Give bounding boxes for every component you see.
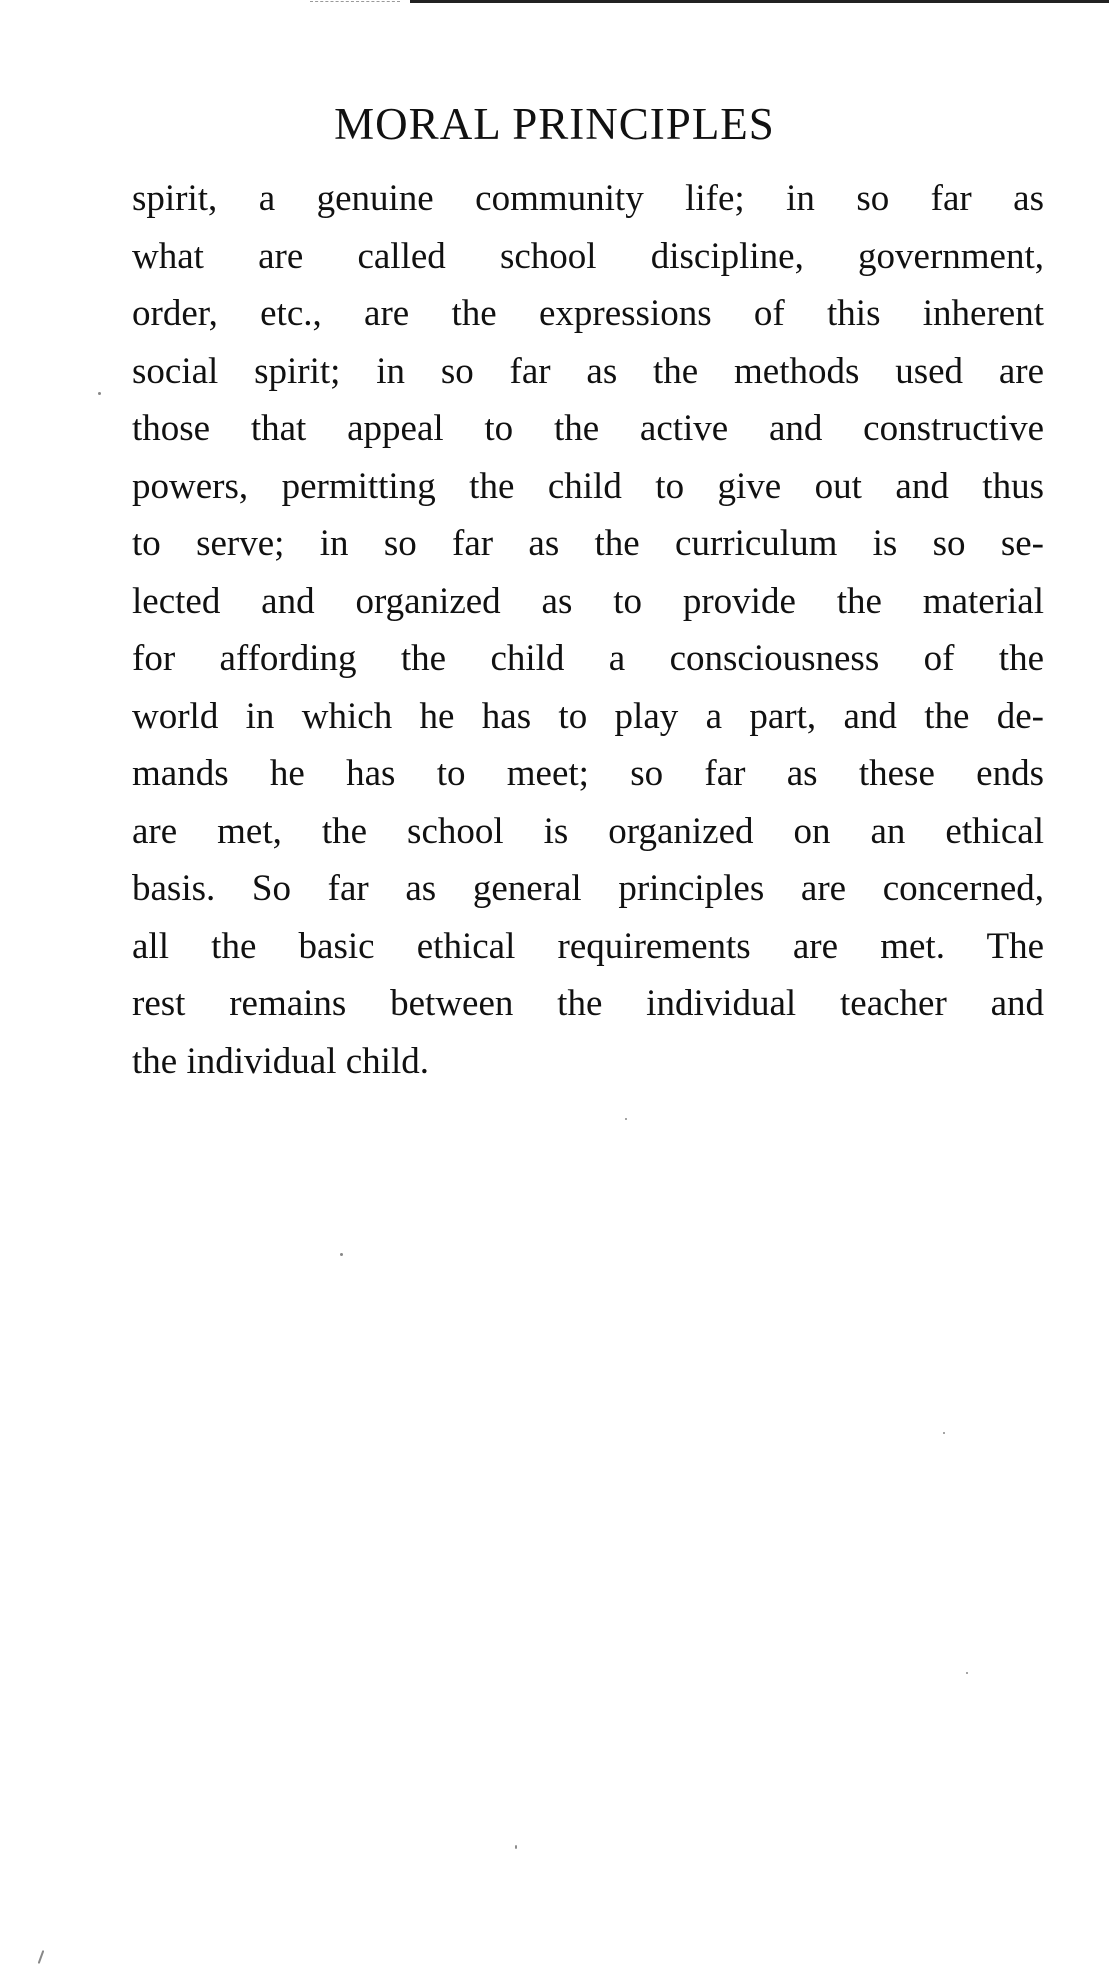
text-line: spirit, a genuine community life; in so far as [132, 178, 1044, 219]
text-line: lected and organized as to provide the material [132, 580, 1044, 622]
running-head: MORAL PRINCIPLES [334, 99, 775, 149]
text-line: social spirit; in so far as the methods used are [132, 350, 1044, 392]
text-line: to serve; in so far as the curriculum is so se- [132, 523, 1044, 564]
text-line: world in which he has to play a part, and the de- [132, 695, 1044, 737]
text-line: those that appeal to the active and constructive [132, 408, 1044, 449]
text-line: order, etc., are the expressions of this inherent [132, 293, 1044, 334]
text-line: basis. So far as general principles are concerned, [132, 868, 1044, 909]
text-line: mands he has to meet; so far as these ends [132, 753, 1044, 794]
scan-speck [38, 1950, 45, 1964]
top-rule-faint [310, 1, 400, 3]
scan-speck [966, 1672, 968, 1674]
text-line: all the basic ethical requirements are met. The [132, 925, 1044, 967]
scan-speck [340, 1253, 343, 1256]
text-line: are met, the school is organized on an ethical [132, 810, 1044, 852]
scan-speck [98, 392, 101, 395]
text-line: the individual child. [132, 1040, 429, 1082]
top-rule [410, 0, 1109, 3]
text-line: powers, permitting the child to give out and thus [132, 465, 1044, 507]
scan-speck [625, 1118, 627, 1120]
body-paragraph [132, 170, 1044, 1090]
scan-speck [515, 1845, 517, 1849]
text-line: for affording the child a consciousness of the [132, 638, 1044, 679]
text-line: what are called school discipline, government, [132, 235, 1044, 277]
text-line: rest remains between the individual teacher and [132, 983, 1044, 1024]
scan-speck [943, 1432, 945, 1434]
